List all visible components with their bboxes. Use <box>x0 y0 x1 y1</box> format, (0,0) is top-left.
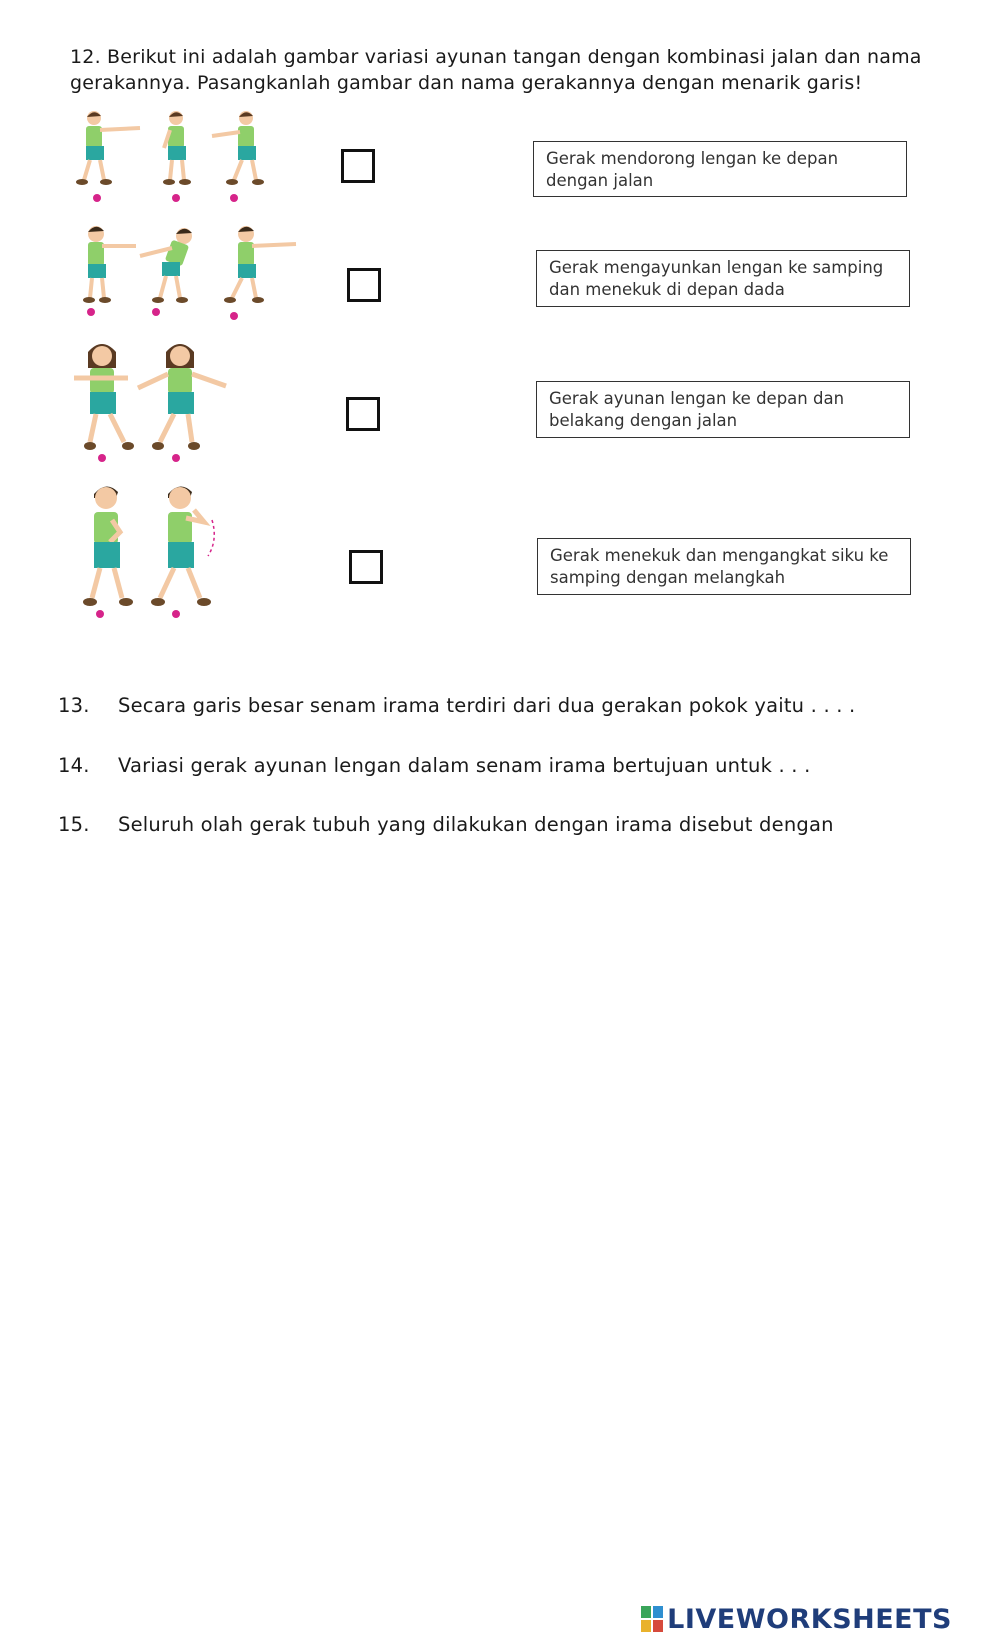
answer-checkbox-1[interactable] <box>341 149 375 183</box>
question-text: Secara garis besar senam irama terdiri dari dua gerakan pokok yaitu . . . . <box>118 694 856 717</box>
answer-checkbox-4[interactable] <box>349 550 383 584</box>
option-box-3: Gerak ayunan lengan ke depan dan belakang dengan jalan <box>536 381 910 438</box>
child-figure <box>224 226 296 303</box>
logo-grid-icon <box>641 1606 663 1632</box>
child-figure <box>140 228 192 303</box>
question-12-text: 12. Berikut ini adalah gambar variasi ayunan tangan dengan kombinasi jalan dan nama gerakannya. Pasangkanlah gambar dan nama gerakannya dengan menarik garis! <box>70 46 922 94</box>
answer-checkbox-2[interactable] <box>347 268 381 302</box>
question-13 <box>58 693 855 719</box>
question-number: 14. <box>58 754 90 777</box>
brand-name: LIVEWORKSHEETS <box>667 1603 952 1635</box>
question-text: Variasi gerak ayunan lengan dalam senam irama bertujuan untuk . . . <box>118 754 811 777</box>
question-text: Seluruh olah gerak tubuh yang dilakukan dengan irama disebut dengan <box>118 813 834 836</box>
option-box-1: Gerak mendorong lengan ke depan dengan jalan <box>533 141 907 197</box>
question-15 <box>58 812 834 838</box>
child-figure <box>74 344 134 450</box>
exercise-figure-4 <box>62 480 232 625</box>
exercise-figure-1 <box>66 108 286 208</box>
question-14 <box>58 753 811 779</box>
child-figure <box>151 486 214 606</box>
exercise-figure-3 <box>62 338 242 466</box>
answer-checkbox-3[interactable] <box>346 397 380 431</box>
child-figure <box>76 111 140 185</box>
liveworksheets-logo <box>641 1603 952 1635</box>
child-figure <box>83 226 136 303</box>
option-box-4: Gerak menekuk dan mengangkat siku ke samping dengan melangkah <box>537 538 911 595</box>
child-figure <box>212 111 264 185</box>
child-figure <box>163 111 191 185</box>
question-number: 13. <box>58 694 90 717</box>
exercise-figure-2 <box>66 222 306 322</box>
question-number: 15. <box>58 813 90 836</box>
child-figure <box>83 486 133 606</box>
option-box-2: Gerak mengayunkan lengan ke samping dan menekuk di depan dada <box>536 250 910 307</box>
child-figure <box>138 344 226 450</box>
